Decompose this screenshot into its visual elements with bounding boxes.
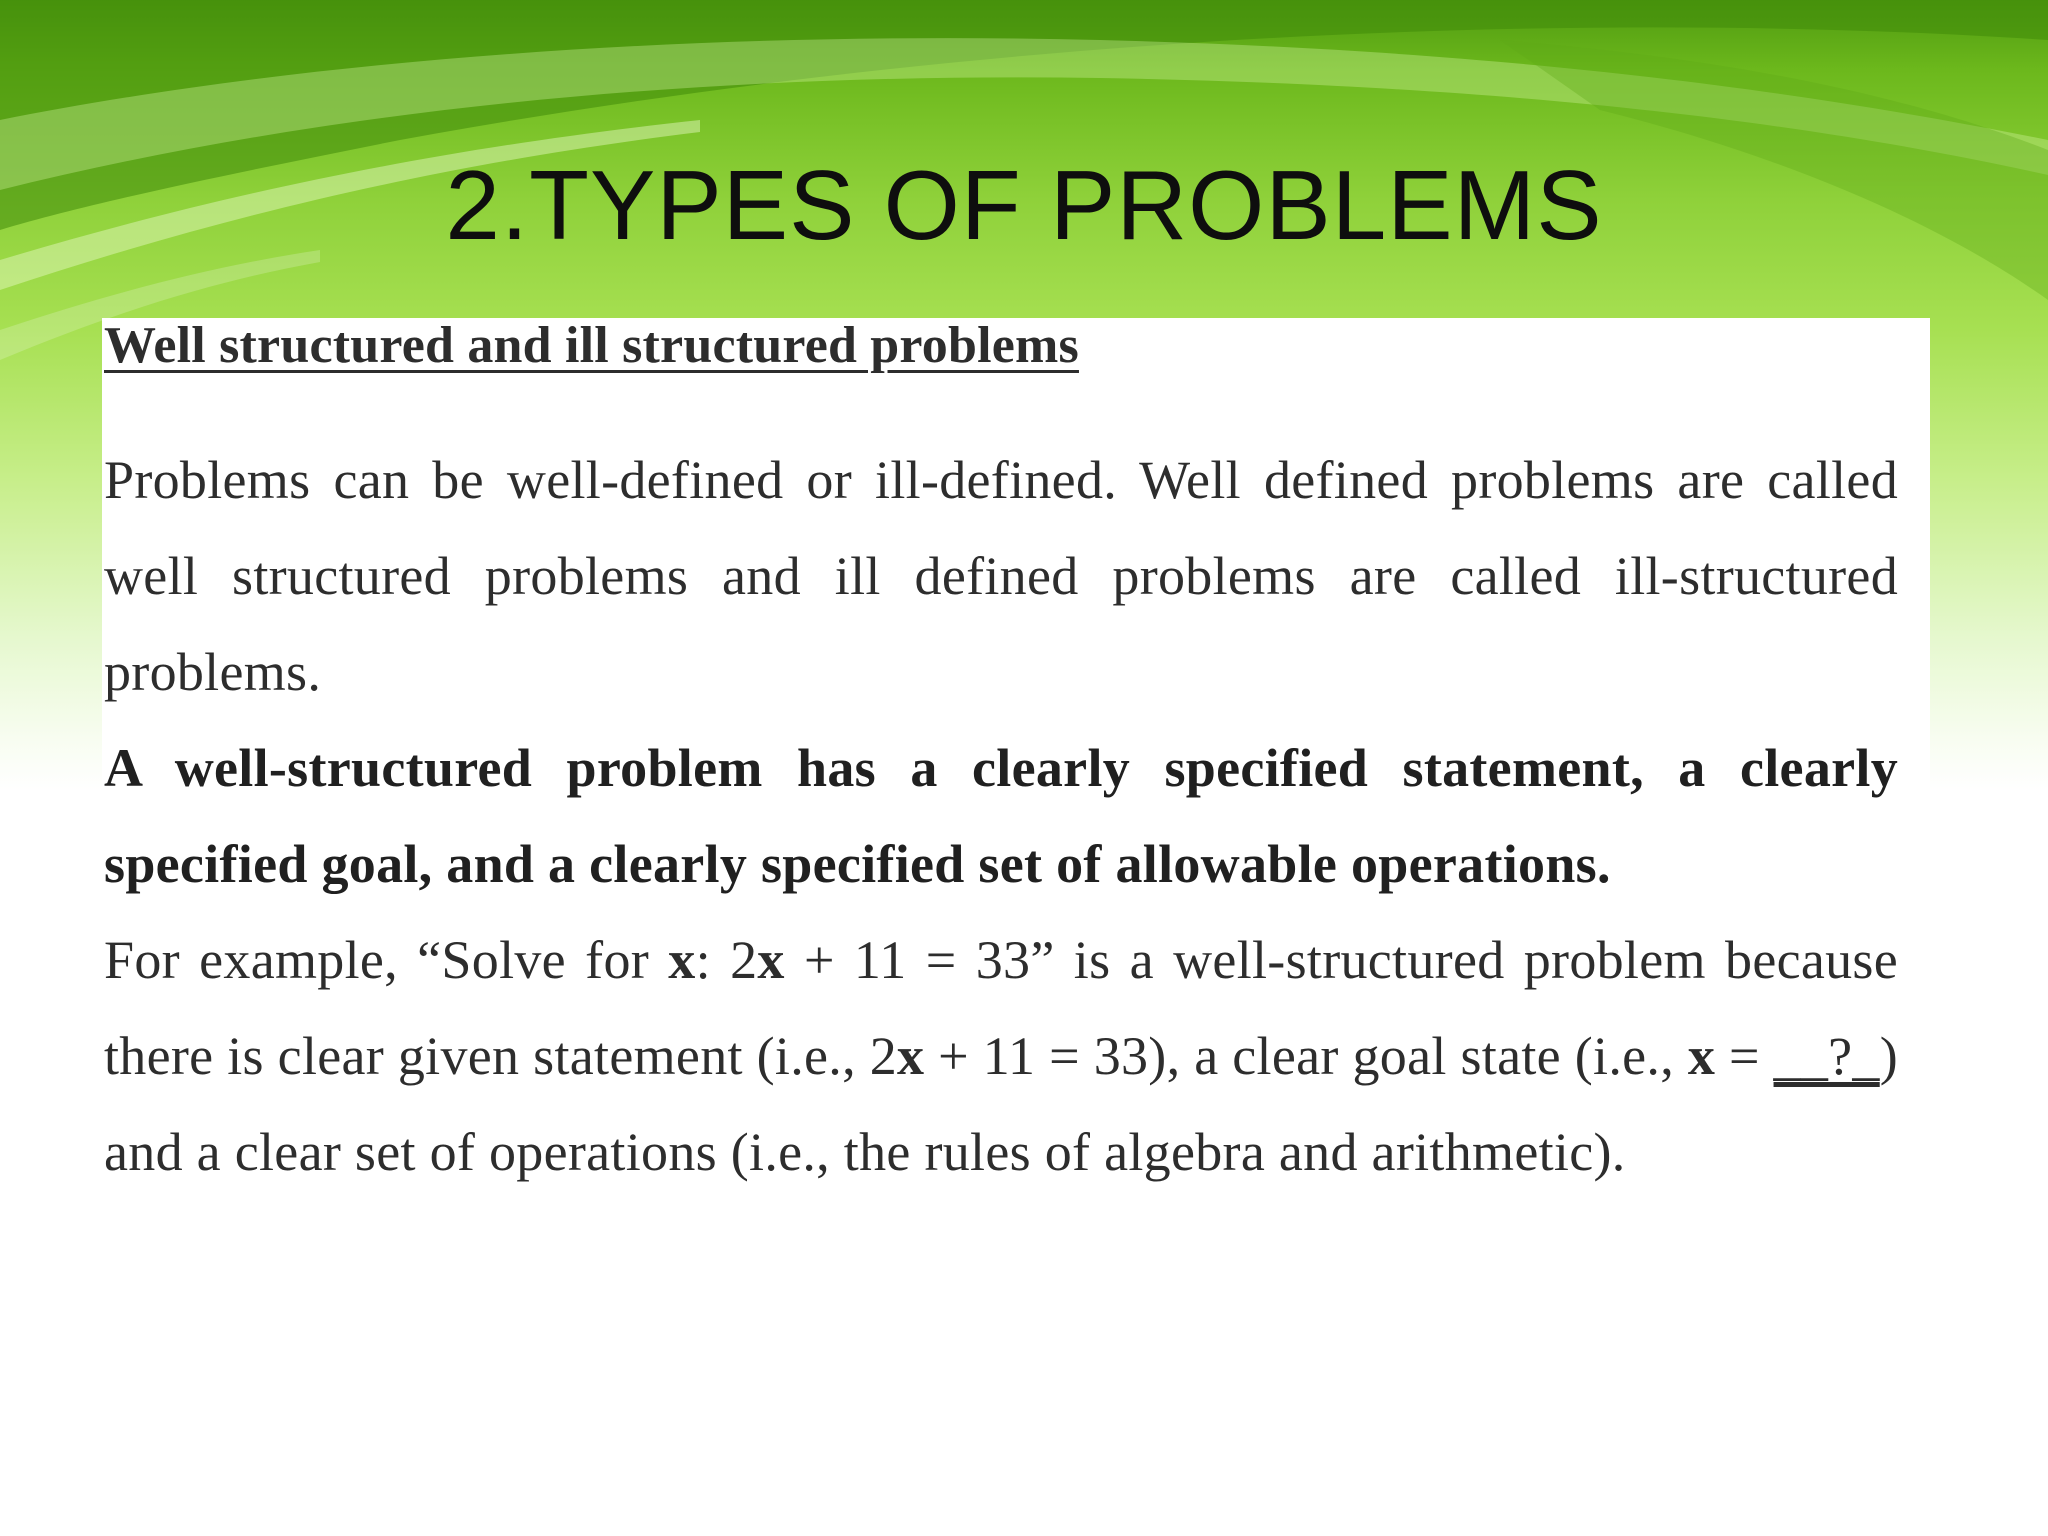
example-text: : 2 xyxy=(695,930,758,990)
example-text: + 11 = 33), a clear goal state (i.e., xyxy=(924,1026,1688,1086)
document-content xyxy=(104,316,1898,1200)
answer-blank: __?_ xyxy=(1773,1026,1880,1086)
variable-x: x xyxy=(1687,1026,1716,1086)
paragraph-well-structured: A well-structured problem has a clearly specified statement, a clearly specified goal, and a clearly specified set of allowable operations. xyxy=(104,738,1898,894)
variable-x: x xyxy=(897,1026,925,1086)
example-text: = xyxy=(1715,1026,1774,1086)
variable-x: x xyxy=(757,930,785,990)
paragraph-example xyxy=(104,912,1898,1200)
section-heading: Well structured and ill structured problems xyxy=(104,317,1079,374)
paragraph-definition: Problems can be well-defined or ill-defined. Well defined problems are called well structured problems and ill defined problems are called ill-structured problems. xyxy=(104,450,1898,702)
example-text: + 11 = 33” is a well-structured problem because there is clear given statement (i.e., 2 xyxy=(104,930,1898,1086)
variable-x: x xyxy=(668,930,696,990)
example-text: ) and a clear set of operations (i.e., the rules of algebra and arithmetic). xyxy=(104,1026,1899,1182)
slide-title: 2.TYPES OF PROBLEMS xyxy=(445,150,1603,260)
example-text: For example, “Solve for xyxy=(104,930,669,990)
